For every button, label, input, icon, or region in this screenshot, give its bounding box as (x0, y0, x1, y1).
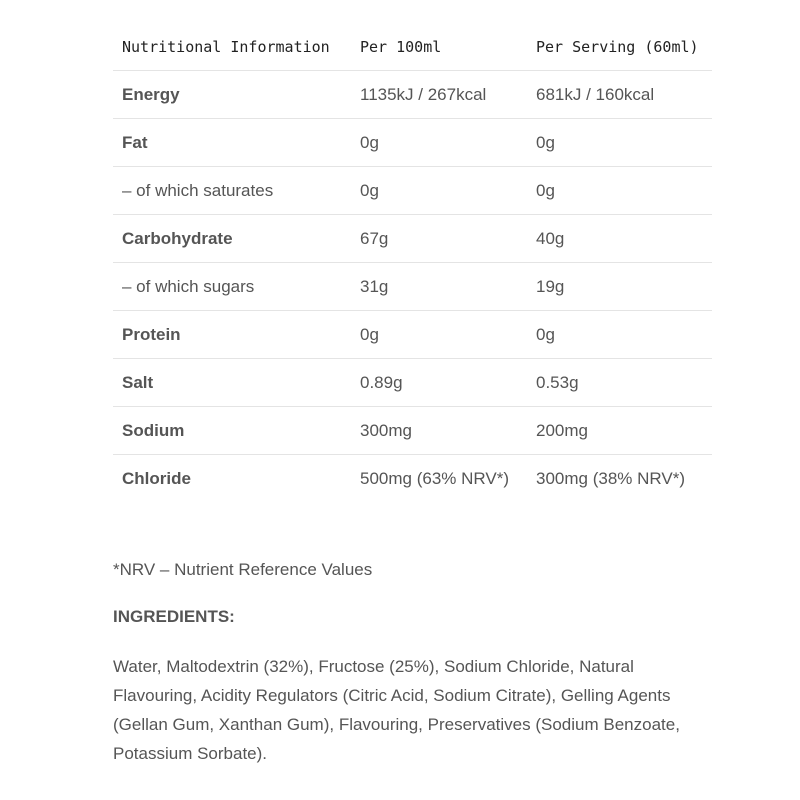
nutrient-per-serving: 0g (536, 180, 555, 200)
nutrient-per-100ml: 67g (360, 228, 389, 248)
nutrient-name: Salt (122, 372, 154, 392)
nutrient-per-100ml: 300mg (360, 420, 412, 440)
nutrient-name: Protein (122, 324, 181, 344)
nutrient-name: Carbohydrate (122, 228, 233, 248)
table-row-saturates (113, 167, 712, 215)
nutrient-per-100ml: 0g (360, 132, 379, 152)
nutrient-per-serving: 40g (536, 228, 565, 248)
nutrient-per-100ml: 31g (360, 276, 389, 296)
nrv-footnote: *NRV – Nutrient Reference Values (113, 560, 373, 579)
table-row-protein (113, 311, 712, 359)
header-per-100ml: Per 100ml (360, 37, 442, 56)
nutrient-per-100ml: 0g (360, 324, 379, 344)
header-nutritional-information: Nutritional Information (122, 37, 330, 56)
nutrient-per-serving: 300mg (38% NRV*) (536, 469, 685, 488)
ingredients-line: Water, Maltodextrin (32%), Fructose (25%), Sodium Chloride, Natural (113, 657, 634, 676)
nutrition-table (113, 23, 712, 503)
table-row-energy (113, 71, 712, 119)
table-row-salt (113, 359, 712, 407)
nutrient-name: Energy (122, 84, 180, 104)
nutrient-per-100ml: 0g (360, 180, 379, 200)
nutrient-per-serving: 200mg (536, 420, 588, 440)
nutrient-per-serving: 681kJ / 160kcal (536, 84, 655, 104)
nutrient-per-serving: 19g (536, 276, 565, 296)
nutrient-per-100ml: 500mg (63% NRV*) (360, 469, 509, 488)
table-row-sodium (113, 407, 712, 455)
table-row-sugars (113, 263, 712, 311)
ingredients-line: Potassium Sorbate). (113, 744, 268, 763)
nutrient-per-serving: 0g (536, 324, 555, 344)
ingredients-list (113, 652, 713, 768)
nutrient-name: Sodium (122, 420, 185, 440)
nutrient-per-100ml: 1135kJ / 267kcal (360, 84, 487, 104)
table-row-carbohydrate (113, 215, 712, 263)
nutrient-name: Fat (122, 132, 148, 152)
ingredients-line: (Gellan Gum, Xanthan Gum), Flavouring, Preservatives (Sodium Benzoate, (113, 715, 680, 734)
ingredients-line: Flavouring, Acidity Regulators (Citric Acid, Sodium Citrate), Gelling Agents (113, 686, 671, 705)
header-per-serving: Per Serving (60ml) (536, 37, 699, 56)
nutrient-name: Chloride (122, 469, 191, 488)
nutrient-per-serving: 0g (536, 132, 555, 152)
nutrient-name: – of which sugars (122, 276, 255, 296)
nutrient-per-100ml: 0.89g (360, 372, 403, 392)
nutrient-name: – of which saturates (122, 180, 274, 200)
ingredients-heading: INGREDIENTS: (113, 607, 235, 626)
nutrient-per-serving: 0.53g (536, 372, 579, 392)
table-row-fat (113, 119, 712, 167)
table-row-chloride (113, 455, 712, 503)
table-header-row (113, 23, 712, 71)
